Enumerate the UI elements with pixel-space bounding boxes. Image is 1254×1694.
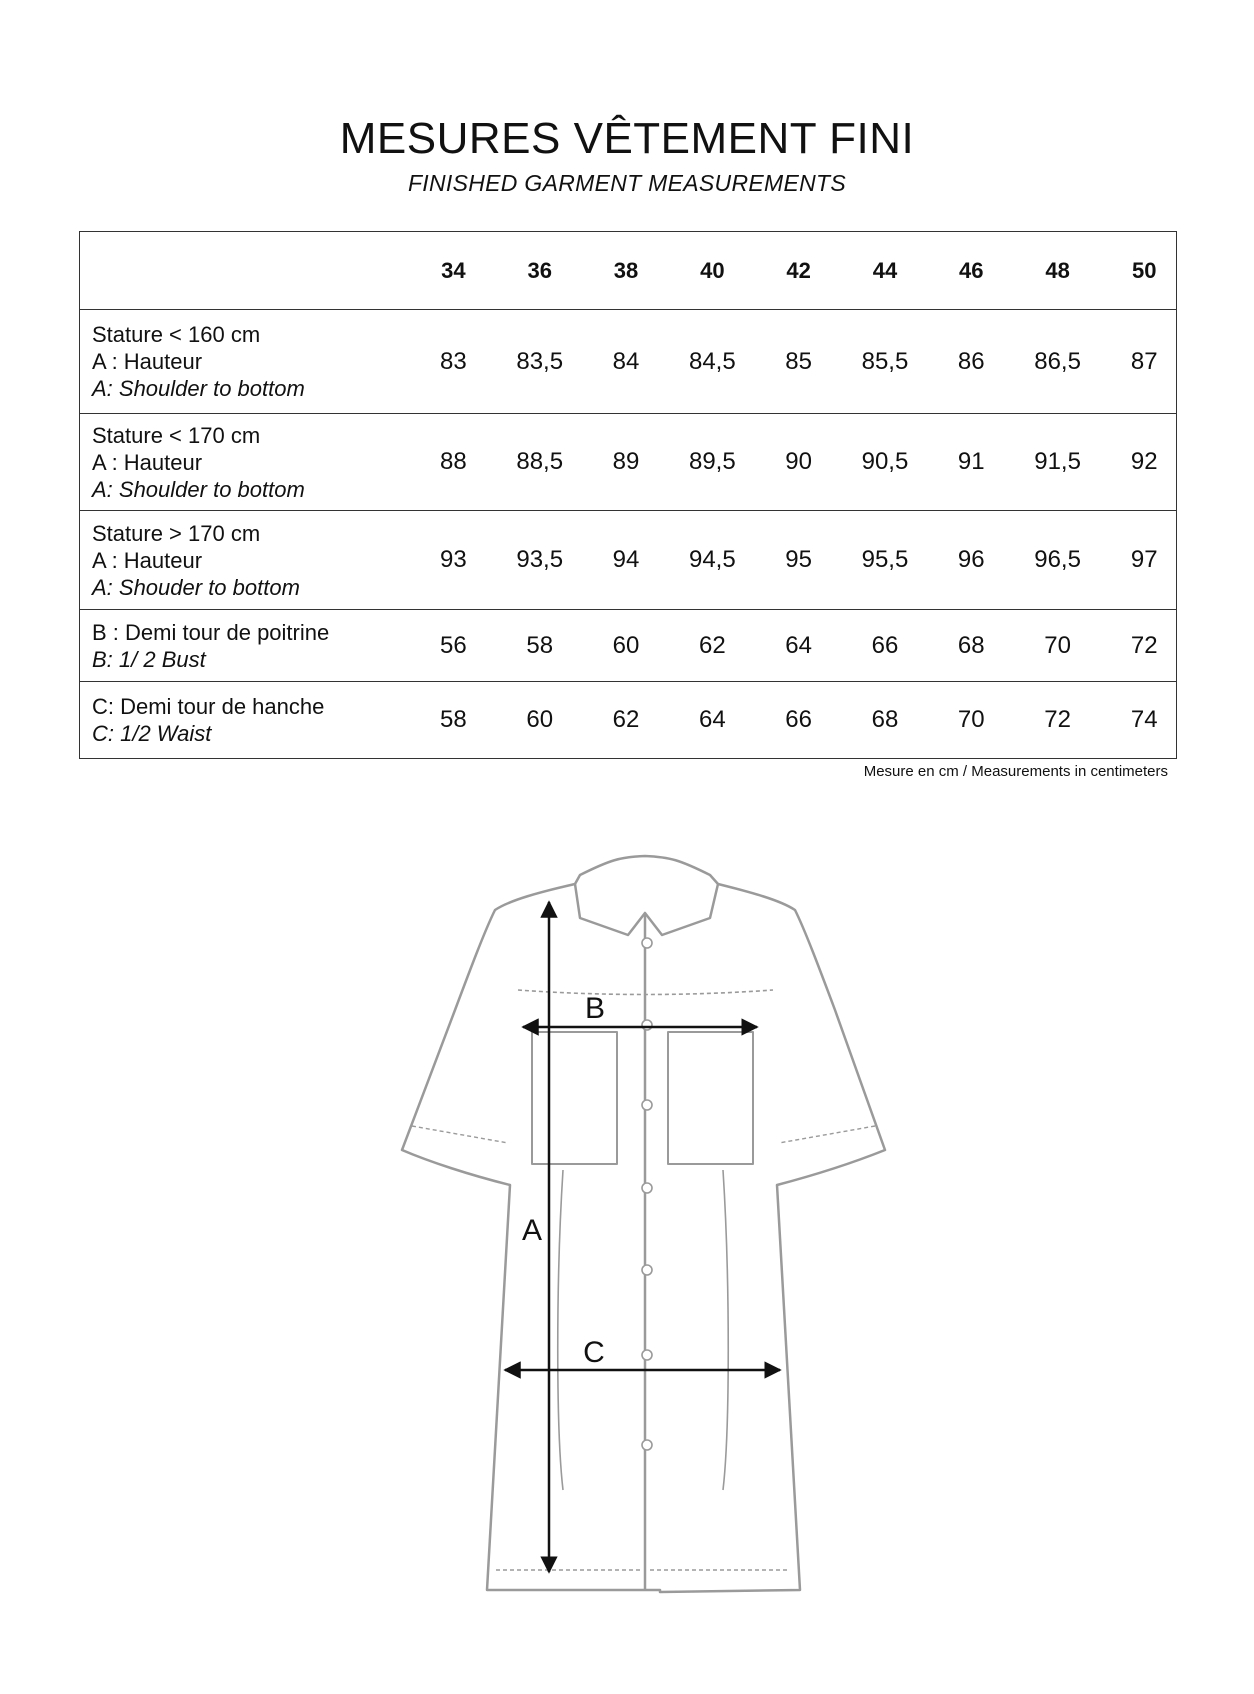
table-cell: 62	[595, 682, 658, 759]
table-cell: 83	[422, 310, 485, 414]
size-header: 44	[830, 232, 940, 310]
table-cell: 58	[485, 610, 595, 682]
table-cell: 72	[1113, 610, 1177, 682]
table-cell: 87	[1113, 310, 1177, 414]
table-cell: 89,5	[657, 414, 767, 511]
table-cell: 91	[940, 414, 1003, 511]
table-cell: 66	[830, 610, 940, 682]
table-cell: 85	[767, 310, 830, 414]
table-cell: 94	[595, 511, 658, 610]
row-label-line: Stature > 170 cm	[92, 520, 261, 546]
row-label-line: Stature < 170 cm	[92, 422, 261, 448]
table-cell: 97	[1113, 511, 1177, 610]
table-cell: 64	[767, 610, 830, 682]
row-label-english: A: Shouder to bottom	[92, 574, 300, 600]
row-label-english: C: 1/2 Waist	[92, 721, 212, 746]
label-b: B	[584, 992, 606, 1025]
size-header: 40	[657, 232, 767, 310]
table-cell: 92	[1113, 414, 1177, 511]
table-cell: 93	[422, 511, 485, 610]
row-label-english: A: Shoulder to bottom	[92, 376, 305, 401]
table-cell: 68	[940, 610, 1003, 682]
size-header: 42	[767, 232, 830, 310]
table-cell: 64	[657, 682, 767, 759]
table-cell: 89	[595, 414, 658, 511]
table-cell: 60	[485, 682, 595, 759]
row-label-english: A: Shoulder to bottom	[92, 476, 305, 502]
table-cell: 84	[595, 310, 658, 414]
row-label-english: B: 1/ 2 Bust	[92, 646, 206, 672]
table-cell: 95,5	[830, 511, 940, 610]
row-label-line: A : Hauteur	[92, 349, 203, 374]
table-cell: 70	[1003, 610, 1113, 682]
label-c: C	[583, 1336, 605, 1369]
size-header: 38	[595, 232, 658, 310]
table-cell: 70	[940, 682, 1003, 759]
table-cell: 84,5	[657, 310, 767, 414]
measurement-arrows	[505, 902, 780, 1572]
table-cell: 74	[1113, 682, 1177, 759]
page-subtitle: FINISHED GARMENT MEASUREMENTS	[407, 170, 847, 196]
row-label-line: B : Demi tour de poitrine	[92, 619, 330, 645]
garment-outline	[402, 856, 885, 1592]
size-header: 46	[940, 232, 1003, 310]
table-cell: 96	[940, 511, 1003, 610]
table-cell: 68	[830, 682, 940, 759]
size-header: 36	[485, 232, 595, 310]
page-title: MESURES VÊTEMENT FINI	[339, 114, 915, 163]
row-label-line: A : Hauteur	[92, 547, 203, 573]
row-label-line: Stature < 160 cm	[92, 322, 261, 347]
label-a: A	[521, 1214, 543, 1247]
table-cell: 91,5	[1003, 414, 1113, 511]
table-cell: 96,5	[1003, 511, 1113, 610]
table-cell: 56	[422, 610, 485, 682]
table-cell: 66	[767, 682, 830, 759]
table-cell: 86	[940, 310, 1003, 414]
table-cell: 62	[657, 610, 767, 682]
row-label-line: C: Demi tour de hanche	[92, 694, 325, 719]
table-cell: 90	[767, 414, 830, 511]
table-cell: 95	[767, 511, 830, 610]
size-header: 50	[1113, 232, 1177, 310]
table-cell: 93,5	[485, 511, 595, 610]
table-cell: 90,5	[830, 414, 940, 511]
row-label-line: A : Hauteur	[92, 449, 203, 475]
size-header: 34	[422, 232, 485, 310]
table-cell: 85,5	[830, 310, 940, 414]
table-cell: 83,5	[485, 310, 595, 414]
table-cell: 86,5	[1003, 310, 1113, 414]
table-cell: 60	[595, 610, 658, 682]
table-cell: 94,5	[657, 511, 767, 610]
units-note: Mesure en cm / Measurements in centimeters	[863, 763, 1168, 780]
table-cell: 72	[1003, 682, 1113, 759]
table-cell: 58	[422, 682, 485, 759]
table-cell: 88,5	[485, 414, 595, 511]
table-cell: 88	[422, 414, 485, 511]
size-header: 48	[1003, 232, 1113, 310]
buttons	[642, 938, 652, 1450]
